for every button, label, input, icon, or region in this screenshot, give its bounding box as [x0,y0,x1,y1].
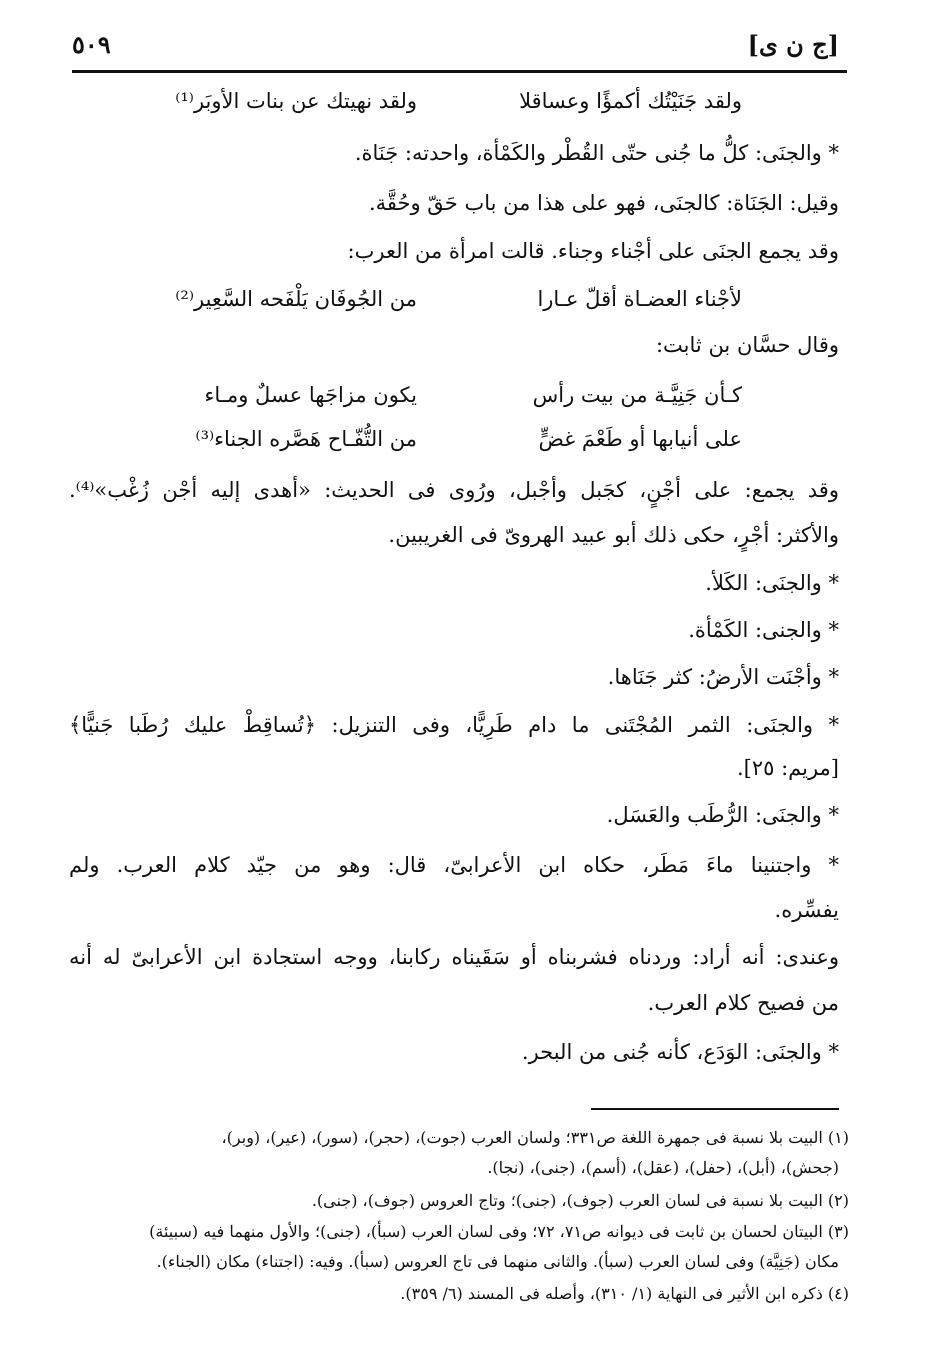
paragraph: * والجنَى: الرُّطَب والعَسَل. [606,803,839,827]
footnote-3: (٣) البيتان لحسان بن ثابت فى ديوانه ص٧١، ٧٢؛ وفى لسان العرب (سبأ)، (جنى)؛ والأول منهما فيه (سبيئة) [149,1222,849,1241]
verse-4-second-hemistich: من التُّفّـاح هَصَّره الجناء⁽³⁾ [195,427,417,451]
footnote-3-continued: مكان (جَنِيَّة) وفى لسان العرب (سبأ). والثانى منهما فى تاج العروس (سبأ). وفيه: (اجتناء) مكان (الجناء). [156,1252,839,1271]
paragraph: * والجنَى: الوَدَع، كأنه جُنى من البحر. [521,1040,839,1064]
paragraph: * والجنى: الكَمْأة. [688,618,839,642]
paragraph: * والجنَى: كلُّ ما جُنى حتّى القُطْر والكَمْأة، واحدته: جَنَاة. [354,141,839,165]
footnote-rule [591,1108,839,1110]
paragraph: * واجتنينا ماءَ مَطَر، حكاه ابن الأعرابىّ، قال: وهو من جيّد كلام العرب. ولم [69,853,839,877]
verse-3-second-hemistich: يكون مزاجَها عسلٌ ومـاء [204,383,417,407]
paragraph: * والجنَى: الثمر المُجْتَنى ما دام طَرِيًّا، وفى التنزيل: ﴿تُساقِطْ عليك رُطَبا جَنيًّا﴾ [69,713,839,737]
paragraph: من فصيح كلام العرب. [647,991,839,1015]
verse-1-second-hemistich: ولقد نهيتك عن بنات الأوبَر⁽¹⁾ [175,89,417,113]
paragraph: وقيل: الجَنَاة: كالجنَى، فهو على هذا من باب حَقّ وحُقَّة. [368,191,839,215]
paragraph: يفسِّره. [774,898,839,922]
paragraph: وقد يجمع الجنَى على أجْناء وجناء. قالت امرأة من العرب: [347,239,839,263]
page-number: ٥٠٩ [72,30,111,59]
paragraph: * والجنَى: الكَلأ. [705,571,839,595]
verse-3-first-hemistich: كـأن جَنِيَّـة من بيت رأس [532,383,742,407]
header-root-letters: [ج ن ى] [747,30,839,59]
paragraph: * وأجْنَت الأرضُ: كثر جَنَاها. [607,665,839,689]
paragraph: وقد يجمع: على أجْنٍ، كجَبل وأجْبل، ورُوى فى الحديث: «أهدى إليه أجْن زُغْب»⁽⁴⁾. [69,478,839,502]
paragraph: وقال حسَّان بن ثابت: [655,333,839,357]
header-rule [72,70,847,73]
footnote-1: (١) البيت بلا نسبة فى جمهرة اللغة ص٣٣١؛ ولسان العرب (جوت)، (حجر)، (سور)، (عير)، (وبر)، [221,1128,849,1147]
paragraph: والأكثر: أجْرٍ، حكى ذلك أبو عبيد الهروىّ فى الغريبين. [388,523,839,547]
footnote-1-continued: (جحش)، (أبل)، (حفل)، (عقل)، (أسم)، (جنى)، (نجا). [487,1158,839,1177]
verse-2-second-hemistich: من الجُوفَان يَلْفَحه السَّعِير⁽²⁾ [175,287,417,311]
footnote-4: (٤) ذكره ابن الأثير فى النهاية (١/ ٣١٠)، وأصله فى المسند (٦/ ٣٥٩). [400,1284,849,1303]
paragraph: [مريم: ٢٥]. [736,756,839,780]
verse-4-first-hemistich: على أنيابها أو طَعْمَ غضٍّ [538,427,742,451]
verse-1-first-hemistich: ولقد جَنَيْتُك أكمؤًا وعساقلا [519,89,742,113]
footnote-2: (٢) البيت بلا نسبة فى لسان العرب (جوف)، (جنى)؛ وتاج العروس (جوف)، (جنى). [311,1191,849,1210]
verse-2-first-hemistich: لأجْناء العضـاة أقلّ عـارا [537,287,742,311]
paragraph: وعندى: أنه أراد: وردناه فشربناه أو سَقَيناه ركابنا، ووجه استجادة ابن الأعرابىّ له أنه [69,945,839,969]
